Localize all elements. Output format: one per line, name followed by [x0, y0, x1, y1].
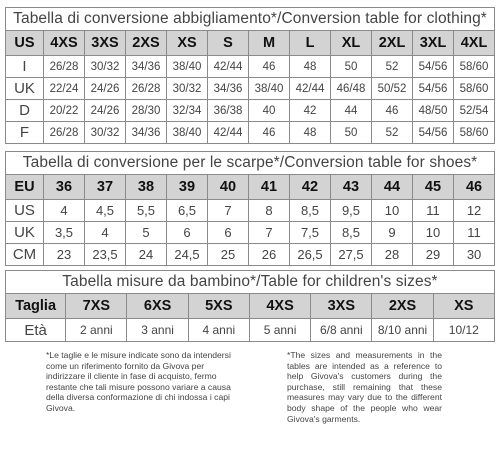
table-cell: 58/60	[454, 56, 495, 78]
children-header-row	[6, 294, 495, 319]
column-header: M	[249, 31, 290, 56]
table-cell: 4 anni	[188, 319, 249, 342]
table-cell: 23	[44, 244, 85, 266]
table-cell: 30/32	[85, 122, 126, 144]
table-cell: 24	[126, 244, 167, 266]
english-disclaimer-note: *The sizes and measurements in the tables are intended as a reference to help Givova's customers during the purchase, still remaining that these measures may vary due to the different body shape of the people who wear Givova's garments.	[287, 350, 442, 424]
column-header: 46	[454, 175, 495, 200]
table-cell: 10/12	[433, 319, 494, 342]
column-header: 3XL	[413, 31, 454, 56]
table-cell: 38/40	[167, 122, 208, 144]
column-header: 43	[331, 175, 372, 200]
table-cell: 27,5	[331, 244, 372, 266]
table-cell: 22/24	[44, 78, 85, 100]
table-cell: 6/8 anni	[311, 319, 372, 342]
table-cell: 10	[372, 200, 413, 222]
column-header: XS	[167, 31, 208, 56]
table-row	[6, 100, 495, 122]
table-cell: 6	[208, 222, 249, 244]
table-cell: 42/44	[208, 56, 249, 78]
column-header: 3XS	[311, 294, 372, 319]
table-cell: 48	[290, 122, 331, 144]
table-cell: 5	[126, 222, 167, 244]
children-table-title: Tabella misure da bambino*/Table for children's sizes*	[6, 271, 495, 294]
table-cell: 8	[249, 200, 290, 222]
shoes-table-title: Tabella di conversione per le scarpe*/Conversion table for shoes*	[6, 152, 495, 175]
table-cell: 34/36	[208, 78, 249, 100]
table-cell: 24/26	[85, 100, 126, 122]
row-label: UK	[6, 222, 44, 244]
table-row	[6, 78, 495, 100]
column-header: 7XS	[66, 294, 127, 319]
table-cell: 38/40	[167, 56, 208, 78]
shoes-conversion-table	[5, 151, 495, 266]
column-header: 41	[249, 175, 290, 200]
clothing-table-title: Tabella di conversione abbigliamento*/Conversion table for clothing*	[6, 8, 495, 31]
column-header: 38	[126, 175, 167, 200]
column-header: 2XS	[372, 294, 433, 319]
column-header: 2XS	[126, 31, 167, 56]
table-cell: 36/38	[208, 100, 249, 122]
table-cell: 46	[372, 100, 413, 122]
table-cell: 50	[331, 56, 372, 78]
table-cell: 28/30	[126, 100, 167, 122]
row-label: CM	[6, 244, 44, 266]
table-cell: 5,5	[126, 200, 167, 222]
table-cell: 6,5	[167, 200, 208, 222]
table-cell: 54/56	[413, 122, 454, 144]
table-cell: 8,5	[290, 200, 331, 222]
table-cell: 50	[331, 122, 372, 144]
children-sizes-table	[5, 270, 495, 342]
table-cell: 34/36	[126, 122, 167, 144]
column-header: 45	[413, 175, 454, 200]
table-cell: 12	[454, 200, 495, 222]
table-cell: 34/36	[126, 56, 167, 78]
italian-disclaimer-note: *Le taglie e le misure indicate sono da intendersi come un riferimento fornito da Givova per indirizzare il cliente in fase di acquisto, fermo restante che tali misure possono variare a causa della diversa conformazione di chi indossa i capi Givova.	[46, 350, 231, 413]
column-header: XL	[331, 31, 372, 56]
column-header: 5XS	[188, 294, 249, 319]
clothing-header-row	[6, 31, 495, 56]
table-row	[6, 56, 495, 78]
row-label: I	[6, 56, 44, 78]
column-header: 37	[85, 175, 126, 200]
table-cell: 54/56	[413, 78, 454, 100]
table-cell: 26/28	[44, 56, 85, 78]
table-cell: 24/26	[85, 78, 126, 100]
table-cell: 32/34	[167, 100, 208, 122]
row-label: F	[6, 122, 44, 144]
row-label: US	[6, 200, 44, 222]
table-cell: 46	[249, 56, 290, 78]
table-cell: 6	[167, 222, 208, 244]
table-cell: 8,5	[331, 222, 372, 244]
column-header: 6XS	[127, 294, 188, 319]
column-header: 2XL	[372, 31, 413, 56]
column-header: 4XS	[44, 31, 85, 56]
column-header: 4XL	[454, 31, 495, 56]
table-cell: 8/10 anni	[372, 319, 433, 342]
column-header: S	[208, 31, 249, 56]
column-header: 40	[208, 175, 249, 200]
table-cell: 52	[372, 56, 413, 78]
column-header: EU	[6, 175, 44, 200]
table-row	[6, 244, 495, 266]
table-cell: 42/44	[208, 122, 249, 144]
table-cell: 4	[85, 222, 126, 244]
table-cell: 46	[249, 122, 290, 144]
table-cell: 52	[372, 122, 413, 144]
table-cell: 44	[331, 100, 372, 122]
table-cell: 4	[44, 200, 85, 222]
table-cell: 38/40	[249, 78, 290, 100]
table-row	[6, 122, 495, 144]
table-cell: 29	[413, 244, 454, 266]
column-header: 36	[44, 175, 85, 200]
table-cell: 3,5	[44, 222, 85, 244]
table-cell: 42	[290, 100, 331, 122]
table-cell: 30/32	[167, 78, 208, 100]
table-cell: 26/28	[126, 78, 167, 100]
table-cell: 30/32	[85, 56, 126, 78]
table-cell: 2 anni	[66, 319, 127, 342]
table-cell: 7,5	[290, 222, 331, 244]
column-header: 4XS	[249, 294, 310, 319]
table-cell: 20/22	[44, 100, 85, 122]
table-cell: 28	[372, 244, 413, 266]
column-header: 3XS	[85, 31, 126, 56]
column-header: US	[6, 31, 44, 56]
table-cell: 48/50	[413, 100, 454, 122]
row-label: UK	[6, 78, 44, 100]
column-header: L	[290, 31, 331, 56]
table-cell: 7	[208, 200, 249, 222]
column-header: 39	[167, 175, 208, 200]
table-cell: 23,5	[85, 244, 126, 266]
row-label: D	[6, 100, 44, 122]
table-cell: 25	[208, 244, 249, 266]
table-cell: 4,5	[85, 200, 126, 222]
table-cell: 3 anni	[127, 319, 188, 342]
table-cell: 11	[413, 200, 454, 222]
column-header: XS	[433, 294, 494, 319]
table-cell: 11	[454, 222, 495, 244]
table-cell: 26/28	[44, 122, 85, 144]
column-header: 44	[372, 175, 413, 200]
table-row	[6, 200, 495, 222]
table-cell: 26	[249, 244, 290, 266]
table-cell: 40	[249, 100, 290, 122]
column-header: Taglia	[6, 294, 66, 319]
table-cell: 5 anni	[249, 319, 310, 342]
clothing-conversion-table	[5, 7, 495, 144]
table-cell: 54/56	[413, 56, 454, 78]
table-cell: 9	[372, 222, 413, 244]
table-cell: 30	[454, 244, 495, 266]
table-cell: 42/44	[290, 78, 331, 100]
column-header: 42	[290, 175, 331, 200]
table-cell: 9,5	[331, 200, 372, 222]
table-cell: 26,5	[290, 244, 331, 266]
row-label: Età	[6, 319, 66, 342]
table-cell: 46/48	[331, 78, 372, 100]
table-cell: 7	[249, 222, 290, 244]
shoes-header-row	[6, 175, 495, 200]
table-cell: 24,5	[167, 244, 208, 266]
table-row	[6, 222, 495, 244]
table-row	[6, 319, 495, 342]
table-cell: 58/60	[454, 78, 495, 100]
table-cell: 52/54	[454, 100, 495, 122]
table-cell: 48	[290, 56, 331, 78]
table-cell: 10	[413, 222, 454, 244]
table-cell: 50/52	[372, 78, 413, 100]
table-cell: 58/60	[454, 122, 495, 144]
